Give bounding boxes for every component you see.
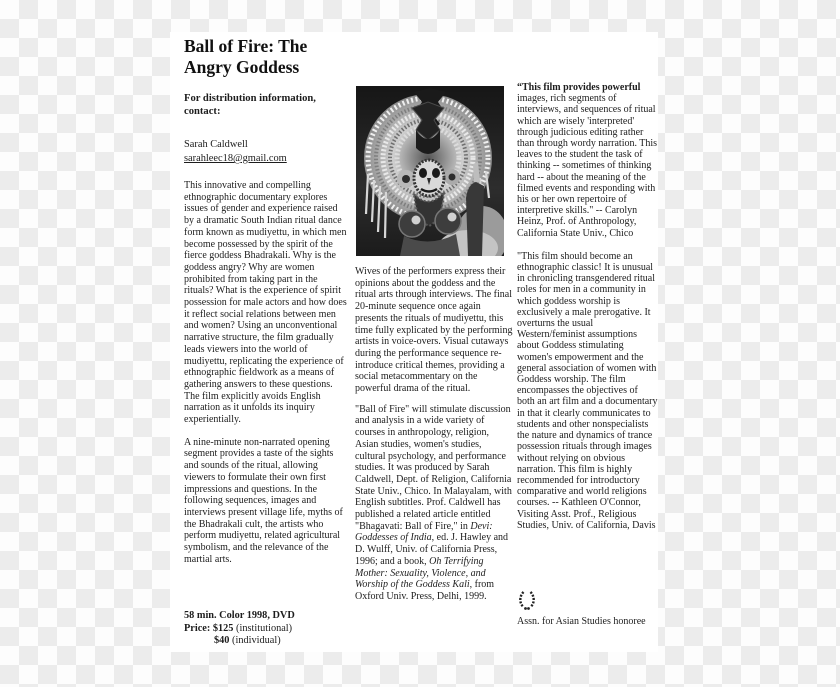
distribution-heading: For distribution information, contact: (184, 93, 316, 117)
column-right (517, 82, 658, 531)
format-price-block (184, 610, 354, 648)
review-quote-1 (517, 82, 658, 239)
middle-paragraph-2 (355, 404, 513, 603)
document-page (170, 32, 658, 652)
left-paragraph-1: This innovative and compelling ethnographic documentary explores issues of gender and experience raised by a dramatic South Indian ritual dance form known as mudiyettu, in which men become possessed by the spirit of the fierce goddess Bhadrakali. Why is the goddess angry? Why are women prohibited from taking part in the rituals? What is the experience of spirit possession for male actors and how does it reflect social relations between men and women? Using an unconventional narrative structure, the film gradually leads viewers into the world of mudiyettu, replicating the experience of ethnographic fieldwork as a means of gathering answers to these questions. The film explicitly avoids English narration as it unfolds its inquiry experientially. (184, 180, 347, 426)
middle-paragraph-2-mid: , ed. J. Hawley and D. Wulff, Univ. of California Press, 1996; and a book, (355, 532, 509, 567)
honoree-block (517, 590, 658, 628)
middle-paragraph-2-end: , from Oxford Univ. Press, Delhi, 1999. (355, 579, 495, 602)
column-left (184, 36, 347, 566)
middle-paragraph-2-start: "Ball of Fire" will stimulate discussion and analysis in a wide variety of courses in anthropology, religion, Asian studies, women's studies, cultural psychology, and performance studies. It was produced by Sarah Caldwell, Dept. of Religion, California State Univ., Chico. In Malayalam, with English subtitles. Prof. Caldwell has published a related article entitled "Bhagavati: Ball of Fire," in (355, 403, 512, 532)
review-quote-1-lead: “This film provides powerful (517, 82, 641, 93)
price-individual-note: (individual) (229, 635, 281, 647)
price-individual-amount: $40 (214, 635, 230, 647)
middle-paragraph-1: Wives of the performers express their opinions about the goddess and the ritual arts through interviews. The final 20-minute sequence once again presents the rituals of mudiyettu, this time fully explicated by the performing artists in voice-overs. Visual cutaways during the performance sequence re-introduce critical themes, providing a social metacommentary on the powerful drama of the ritual. (355, 266, 513, 395)
laurel-wreath-icon (518, 590, 536, 611)
mudiyettu-performer-photo (356, 86, 504, 256)
price-institutional-note: (institutional) (233, 622, 293, 634)
review-quote-2: "This film should become an ethnographic classic! It is unusual in chronicling transgendered ritual roles for men in a community in which goddess worship is exclusively a male prerogative. It overturns the usual Western/feminist assumptions about Goddess stimulating women's empowerment and the general association of women with Goddess worship. The film encompasses the objectives of both an art film and a documentary in that it clearly communicates to students and other nonspecialists the nature and dynamics of trance possession rituals through images without relying on obvious narration. This film is highly recommended for introductory comparative and world religions courses. -- Kathleen O'Connor, Visiting Asst. Prof., Religious Studies, Univ. of California, Davis (517, 250, 658, 531)
book-title-oh-terrifying-mother: Oh Terrifying Mother: Sexuality, Violence, and Worship of the Goddess Kali (355, 555, 486, 591)
honoree-text: Assn. for Asian Studies honoree (517, 616, 646, 627)
contact-name: Sarah Caldwell (184, 139, 248, 150)
format-line: 58 min. Color 1998, DVD (184, 610, 295, 621)
price-individual (184, 635, 354, 648)
contact-block (184, 138, 347, 166)
column-middle (355, 86, 513, 603)
book-title-devi: Devi: Goddesses of India (355, 520, 493, 544)
contact-email-link[interactable]: sarahleec18@gmail.com (184, 153, 287, 164)
review-quote-1-body: images, rich segments of interviews, and sequences of ritual which are wisely 'interpreted' through judicious editing rather than through wordy narration. This leaves to the student the task of thinking -- sometimes of thinking hard -- about the meaning of the filmed events and responding with his or her own repertoire of interpretive skills." -- Carolyn Heinz, Prof. of Anthropology, California State Univ., Chico (517, 93, 658, 239)
left-paragraph-2: A nine-minute non-narrated opening segment provides a taste of the sights and sounds of the ritual, allowing viewers to formulate their own first impressions and questions. In the following sequences, images and interviews present village life, myths of the Bhadrakali cult, the artists who perform mudiyettu, related agricultural symbolism, and the relevance of the martial arts. (184, 436, 343, 565)
page-title: Ball of Fire: The Angry Goddess (184, 36, 308, 77)
price-institutional (184, 623, 354, 636)
price-institutional-amount: Price: $125 (184, 622, 234, 634)
